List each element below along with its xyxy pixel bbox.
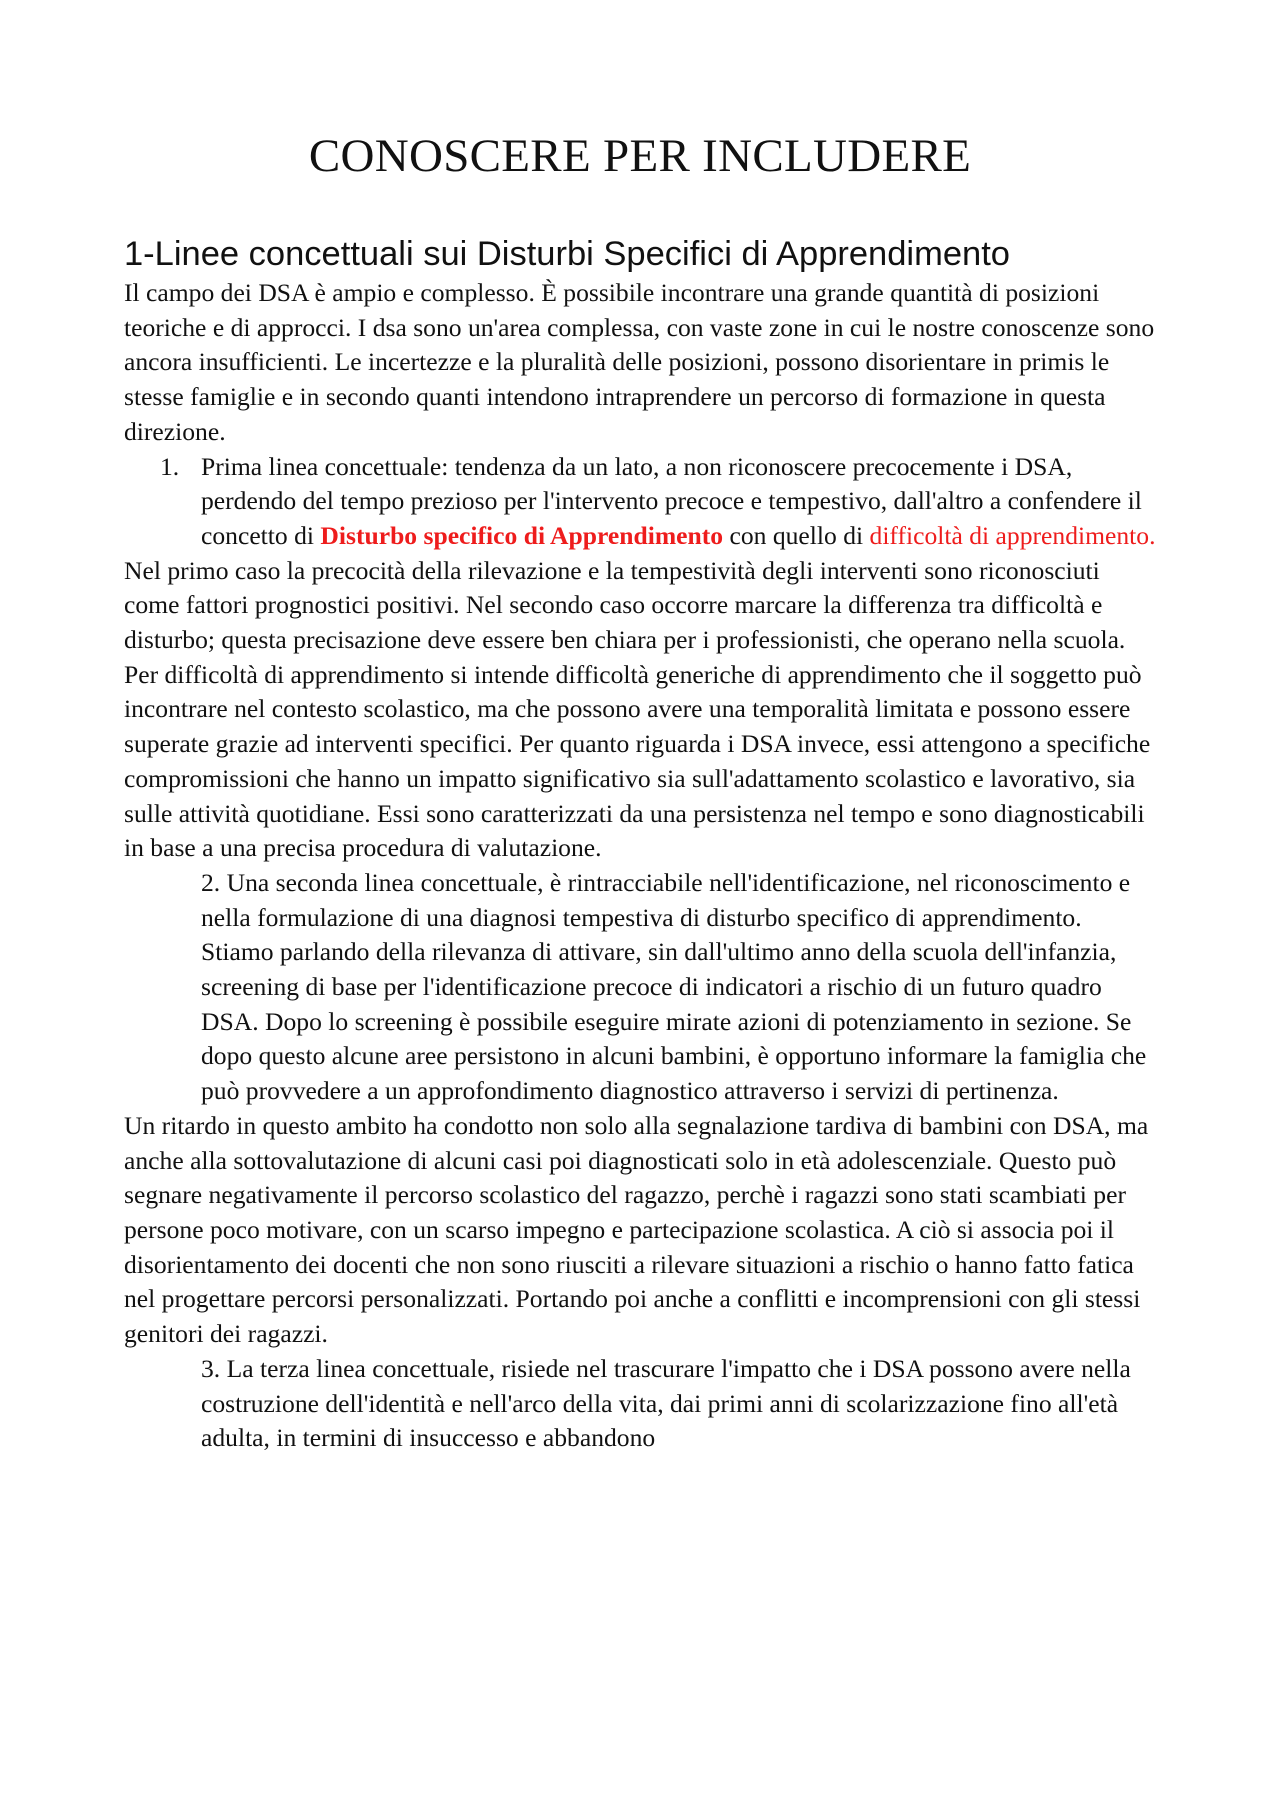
list-item-3: 3. La terza linea concettuale, risiede nel trascurare l'impatto che i DSA possono avere nella costruzione dell'identità e nell'arco della vita, dai primi anni di scolarizzazione fino all'età adulta, in termini di insuccesso e abbandono bbox=[201, 1353, 1131, 1453]
paragraph-2: Nel primo caso la precocità della rilevazione e la tempestività degli interventi sono riconosciuti come fattori prognostici positivi. Nel secondo caso occorre marcare la differenza tra difficoltà e disturbo; questa precisazione deve essere ben chiara per i professionisti, che operano nella scuola. Per difficoltà di apprendimento si intende difficoltà generiche di apprendimento che il soggetto può incontrare nel contesto scolastico, ma che possono avere una temporalità limitata e possono essere superate grazie ad interventi specifici. Per quanto riguarda i DSA invece, essi attengono a specifiche compromissioni che hanno un impatto significativo sia sull'adattamento scolastico e lavorativo, sia sulle attività quotidiane. Essi sono caratterizzati da una persistenza nel tempo e sono diagnosticabili in base a una precisa procedura di valutazione. bbox=[124, 555, 1151, 863]
list-item-1-text: Prima linea concettuale: tendenza da un lato, a non riconoscere precocemente i DSA, perdendo del tempo prezioso per l'intervento precoce e tempestivo, dall'altro a confendere il concetto di bbox=[201, 451, 1142, 550]
list-item-1 bbox=[124, 450, 1156, 554]
highlight-difficolta: difficoltà di apprendimento. bbox=[869, 520, 1156, 550]
list-item-2: 2. Una seconda linea concettuale, è rintracciabile nell'identificazione, nel riconoscimento e nella formulazione di una diagnosi tempestiva di disturbo specifico di apprendimento. Stiamo parlando della rilevanza di attivare, sin dall'ultimo anno della scuola dell'infanzia, screening di base per l'identificazione precoce di indicatori a rischio di un futuro quadro DSA. Dopo lo screening è possibile eseguire mirate azioni di potenziamento in sezione. Se dopo questo alcune aree persistono in alcuni bambini, è opportuno informare la famiglia che può provvedere a un approfondimento diagnostico attraverso i servizi di pertinenza. bbox=[201, 867, 1147, 1106]
paragraph-3: Un ritardo in questo ambito ha condotto non solo alla segnalazione tardiva di bambini con DSA, ma anche alla sottovalutazione di alcuni casi poi diagnosticati solo in età adolescenziale. Questo può segnare negativamente il percorso scolastico del ragazzo, perchè i ragazzi sono stati scambiati per persone poco motivare, con un scarso impegno e partecipazione scolastica. A ciò si associa poi il disorientamento dei docenti che non sono riusciti a rilevare situazioni a rischio o hanno fatto fatica nel progettare percorsi personalizzati. Portando poi anche a conflitti e incomprensioni con gli stessi genitori dei ragazzi. bbox=[124, 1110, 1149, 1349]
document-title: CONOSCERE PER INCLUDERE bbox=[308, 130, 972, 182]
highlight-disturbo: Disturbo specifico di Apprendimento bbox=[320, 520, 724, 550]
section-heading: 1-Linee concettuali sui Disturbi Specifici di Apprendimento bbox=[124, 235, 1010, 273]
intro-paragraph: Il campo dei DSA è ampio e complesso. È possibile incontrare una grande quantità di posizioni teoriche e di approcci. I dsa sono un'area complessa, con vaste zone in cui le nostre conoscenze sono ancora insufficienti. Le incertezze e la pluralità delle posizioni, possono disorientare in primis le stesse famiglie e in secondo quanti intendono intraprendere un percorso di formazione in questa direzione. bbox=[124, 278, 1155, 446]
list-item-1-middle: con quello di bbox=[723, 520, 870, 550]
list-item-1-number: 1. bbox=[160, 451, 180, 481]
